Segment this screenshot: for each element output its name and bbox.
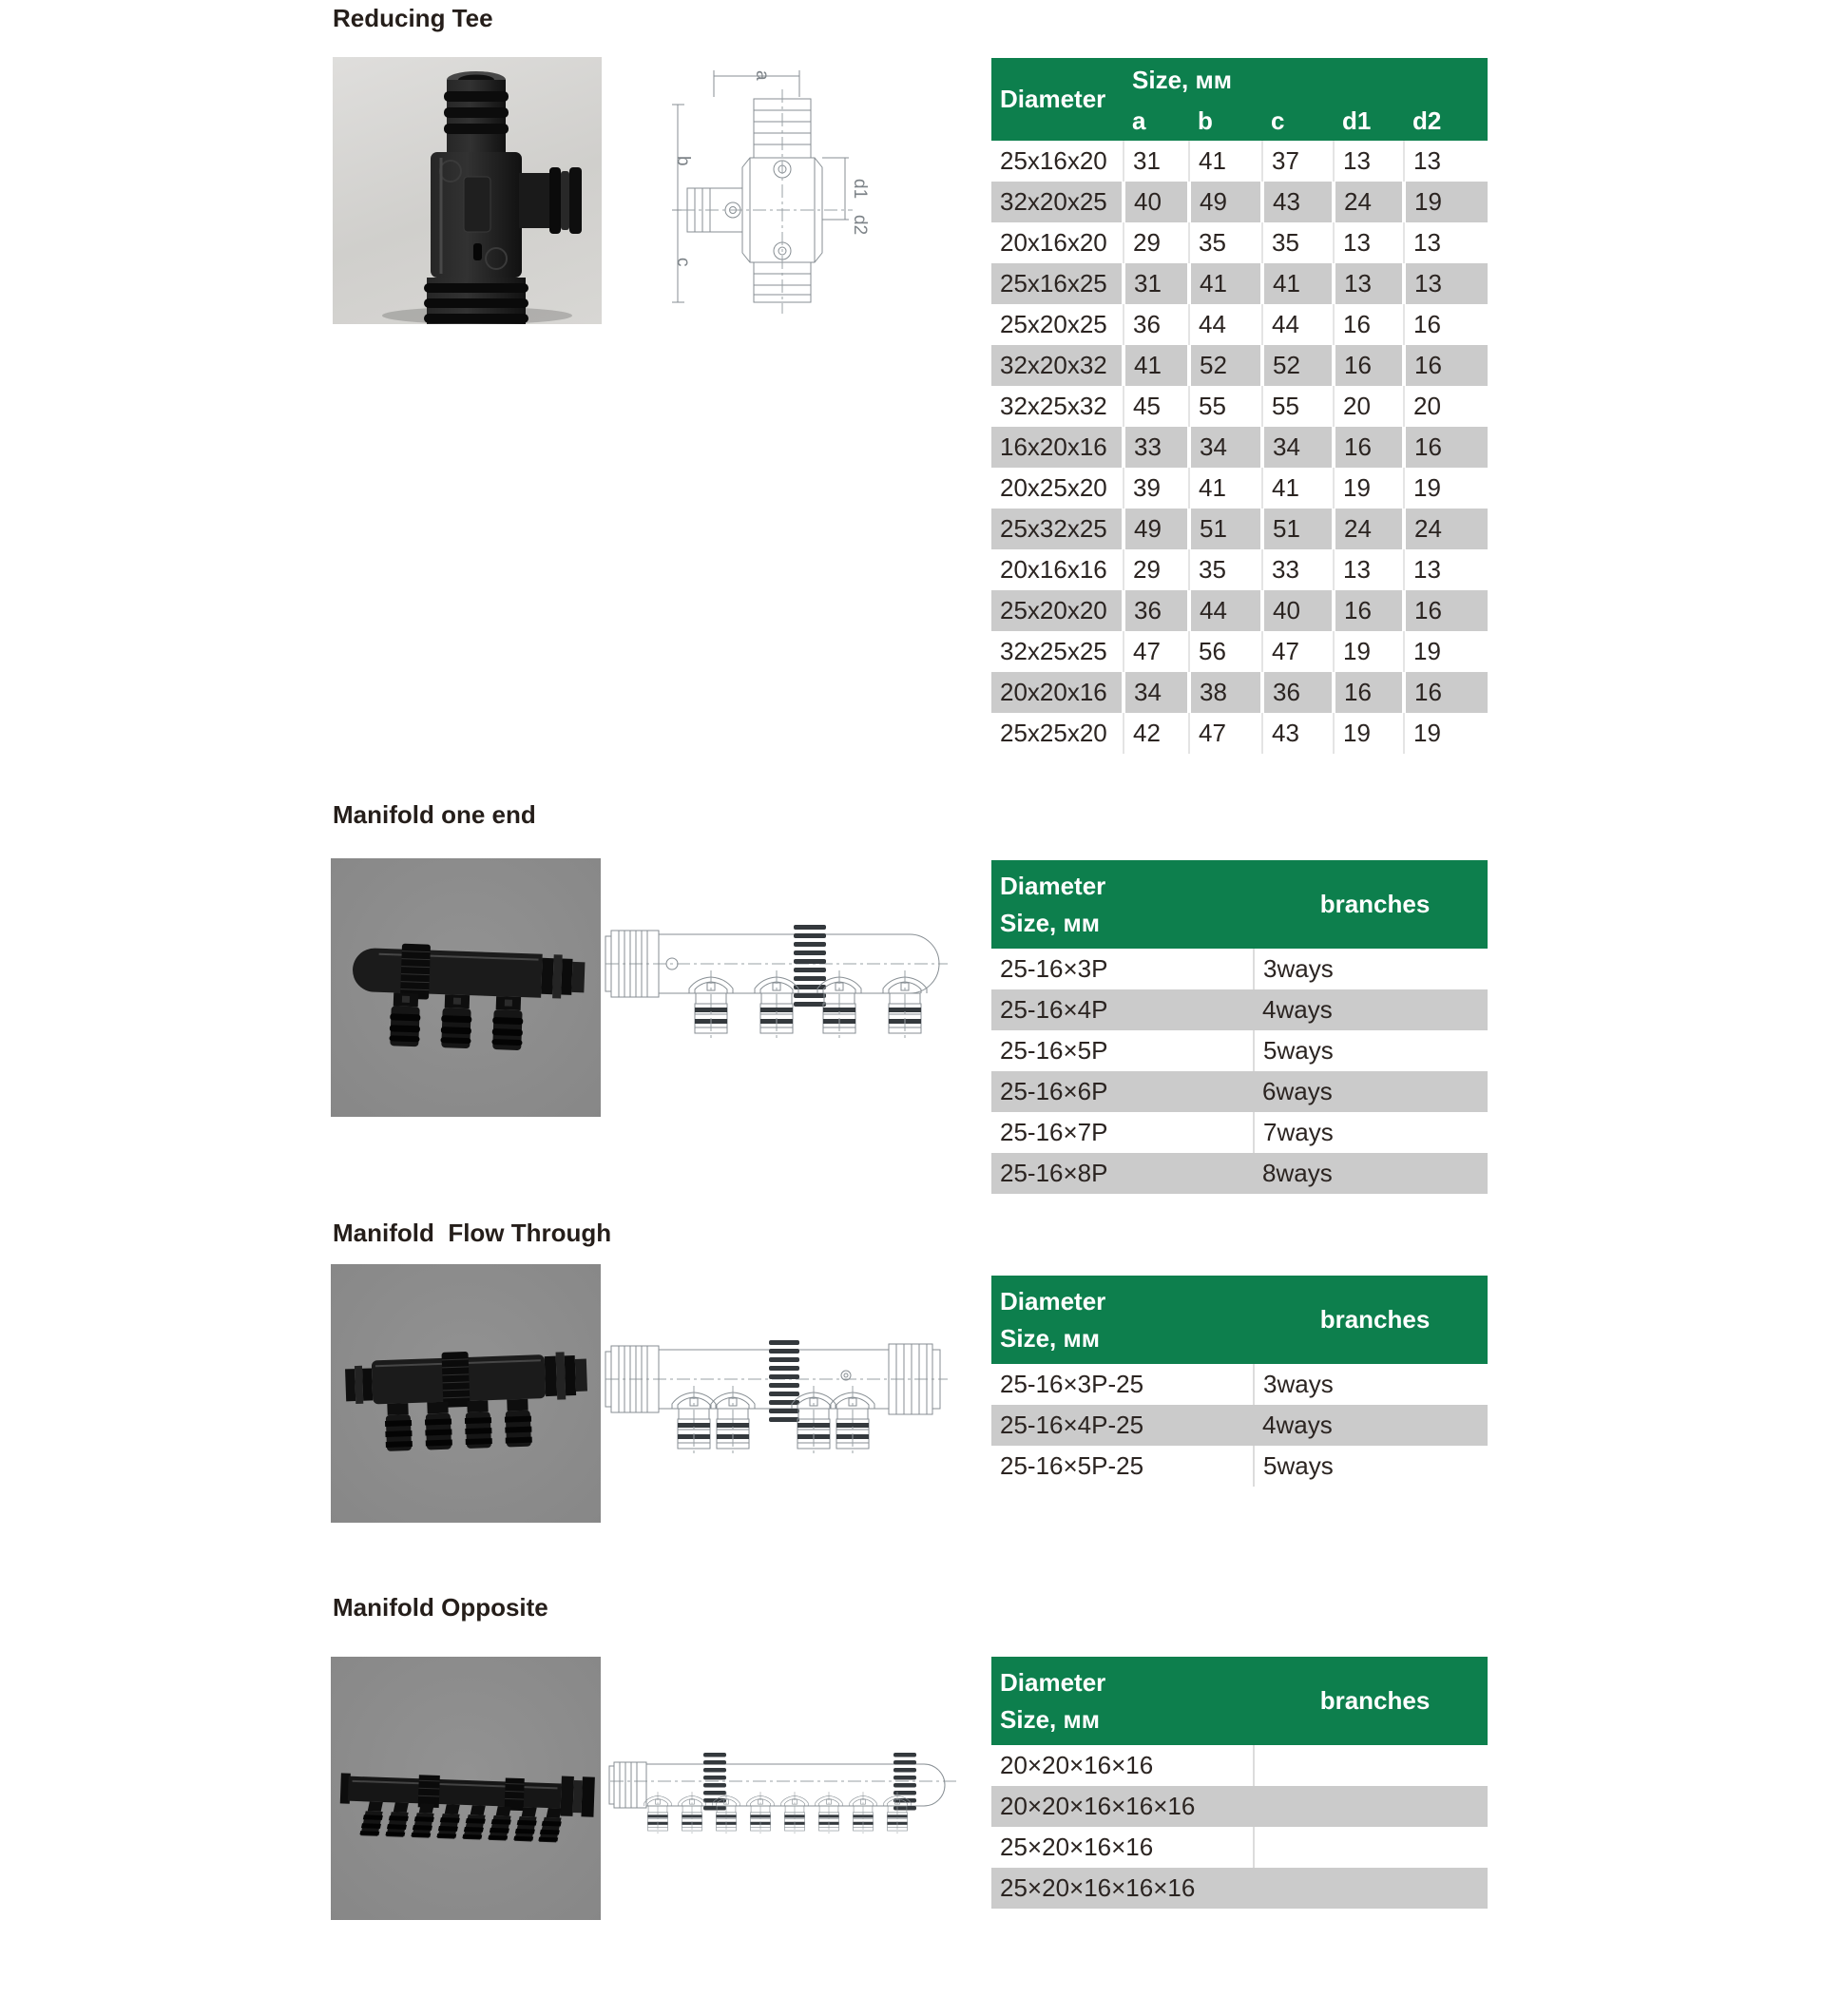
cell-size: 25-16×6P (991, 1071, 1254, 1112)
table-row (991, 672, 1488, 713)
cell-size: 25-16×4P (991, 989, 1254, 1030)
table-row (991, 182, 1488, 222)
cell-d2: 16 (1404, 590, 1488, 631)
cell-branches: 3ways (1254, 949, 1488, 989)
column-header-branches: branches (1254, 1657, 1488, 1745)
cell-c: 51 (1262, 509, 1334, 549)
table-row (991, 1364, 1488, 1405)
product-photo-reducing-tee (333, 57, 602, 324)
cell-size: 25-16×3P (991, 949, 1254, 989)
table-row (991, 468, 1488, 509)
header-line-size-mm: Size, мм (1000, 1323, 1100, 1353)
cell-b: 41 (1189, 141, 1262, 182)
header-line-size-mm: Size, мм (1000, 908, 1100, 937)
cell-a: 34 (1124, 672, 1189, 713)
cell-size: 25-16×5P (991, 1030, 1254, 1071)
dim-label-a: a (752, 70, 772, 81)
header-line-diameter: Diameter (1000, 1286, 1106, 1315)
cell-a: 33 (1124, 427, 1189, 468)
table-row (991, 1446, 1488, 1487)
table-row (991, 713, 1488, 754)
table-row (991, 345, 1488, 386)
table-row (991, 222, 1488, 263)
cell-diameter: 32x20x25 (991, 182, 1124, 222)
cell-d2: 24 (1404, 509, 1488, 549)
cell-a: 41 (1124, 345, 1189, 386)
cell-diameter: 20x25x20 (991, 468, 1124, 509)
cell-size: 25×20×16×16 (991, 1827, 1254, 1868)
header-line-diameter: Diameter (1000, 871, 1106, 900)
cell-size: 20×20×16×16 (991, 1745, 1254, 1786)
dim-label-d1: d1 (850, 179, 870, 200)
cell-c: 40 (1262, 590, 1334, 631)
cell-diameter: 25x25x20 (991, 713, 1124, 754)
cell-d2: 19 (1404, 631, 1488, 672)
cell-diameter: 25x16x20 (991, 141, 1124, 182)
cell-c: 52 (1262, 345, 1334, 386)
cell-c: 34 (1262, 427, 1334, 468)
cell-diameter: 25x32x25 (991, 509, 1124, 549)
cell-d1: 19 (1334, 631, 1404, 672)
column-header-diameter-size (991, 1657, 1254, 1745)
cell-b: 49 (1189, 182, 1262, 222)
cell-b: 35 (1189, 549, 1262, 590)
cell-branches: 6ways (1254, 1071, 1488, 1112)
section-title-reducing-tee: Reducing Tee (333, 4, 493, 32)
cell-c: 55 (1262, 386, 1334, 427)
cell-branches: 3ways (1254, 1364, 1488, 1405)
table-row (991, 1868, 1488, 1909)
table-row (991, 1153, 1488, 1194)
dim-label-d2: d2 (850, 215, 870, 236)
section-title-manifold-one-end: Manifold one end (333, 800, 536, 829)
cell-d1: 13 (1334, 222, 1404, 263)
technical-drawing-manifold-one-end (604, 906, 951, 1039)
table-row (991, 549, 1488, 590)
table-row (991, 304, 1488, 345)
column-header-diameter: Diameter (991, 58, 1124, 141)
cell-b: 52 (1189, 345, 1262, 386)
cell-c: 33 (1262, 549, 1334, 590)
cell-d1: 13 (1334, 263, 1404, 304)
column-header-diameter-size (991, 860, 1254, 949)
column-header-b: b (1189, 102, 1262, 141)
technical-drawing-reducing-tee (659, 63, 872, 321)
cell-d2: 20 (1404, 386, 1488, 427)
cell-d1: 20 (1334, 386, 1404, 427)
technical-drawing-manifold-opposite (608, 1736, 960, 1835)
cell-d2: 16 (1404, 304, 1488, 345)
cell-d1: 19 (1334, 713, 1404, 754)
cell-b: 38 (1189, 672, 1262, 713)
cell-d2: 16 (1404, 427, 1488, 468)
cell-c: 35 (1262, 222, 1334, 263)
cell-d1: 16 (1334, 590, 1404, 631)
column-header-diameter-size (991, 1276, 1254, 1364)
cell-diameter: 32x25x32 (991, 386, 1124, 427)
column-header-c: c (1262, 102, 1334, 141)
manifold-opposite-table (991, 1657, 1488, 1909)
cell-branches: 5ways (1254, 1446, 1488, 1487)
cell-d2: 13 (1404, 263, 1488, 304)
cell-size: 25-16×5P-25 (991, 1446, 1254, 1487)
cell-diameter: 25x16x25 (991, 263, 1124, 304)
cell-size: 25-16×7P (991, 1112, 1254, 1153)
cell-branches: 4ways (1254, 1405, 1488, 1446)
cell-d1: 16 (1334, 672, 1404, 713)
cell-d1: 16 (1334, 345, 1404, 386)
cell-a: 31 (1124, 141, 1189, 182)
cell-b: 35 (1189, 222, 1262, 263)
header-line-diameter: Diameter (1000, 1667, 1106, 1697)
cell-c: 41 (1262, 468, 1334, 509)
product-photo-manifold-flow-through (331, 1264, 601, 1523)
cell-b: 44 (1189, 590, 1262, 631)
cell-branches (1254, 1868, 1488, 1909)
cell-b: 44 (1189, 304, 1262, 345)
section-title-manifold-opposite: Manifold Opposite (333, 1593, 548, 1622)
manifold-flow-through-table (991, 1276, 1488, 1487)
cell-a: 29 (1124, 222, 1189, 263)
cell-branches (1254, 1745, 1488, 1786)
cell-c: 47 (1262, 631, 1334, 672)
cell-b: 47 (1189, 713, 1262, 754)
cell-branches: 8ways (1254, 1153, 1488, 1194)
table-row (991, 1745, 1488, 1786)
cell-branches: 7ways (1254, 1112, 1488, 1153)
table-row (991, 141, 1488, 182)
cell-size: 25×20×16×16×16 (991, 1868, 1254, 1909)
cell-d2: 16 (1404, 672, 1488, 713)
table-row (991, 631, 1488, 672)
cell-d2: 13 (1404, 222, 1488, 263)
column-header-branches: branches (1254, 1276, 1488, 1364)
cell-a: 45 (1124, 386, 1189, 427)
cell-a: 40 (1124, 182, 1189, 222)
cell-d1: 13 (1334, 549, 1404, 590)
cell-d1: 24 (1334, 509, 1404, 549)
cell-d1: 19 (1334, 468, 1404, 509)
cell-d1: 16 (1334, 427, 1404, 468)
table-row (991, 509, 1488, 549)
cell-b: 34 (1189, 427, 1262, 468)
cell-d1: 13 (1334, 141, 1404, 182)
cell-d2: 19 (1404, 468, 1488, 509)
manifold-one-end-table (991, 860, 1488, 1194)
cell-a: 31 (1124, 263, 1189, 304)
table-row (991, 590, 1488, 631)
cell-diameter: 25x20x20 (991, 590, 1124, 631)
table-row (991, 1112, 1488, 1153)
cell-d2: 16 (1404, 345, 1488, 386)
cell-diameter: 16x20x16 (991, 427, 1124, 468)
cell-d2: 13 (1404, 141, 1488, 182)
cell-d1: 24 (1334, 182, 1404, 222)
cell-c: 44 (1262, 304, 1334, 345)
cell-c: 41 (1262, 263, 1334, 304)
cell-b: 56 (1189, 631, 1262, 672)
cell-b: 41 (1189, 468, 1262, 509)
table-row (991, 1071, 1488, 1112)
cell-diameter: 20x16x20 (991, 222, 1124, 263)
section-title-manifold-flow-through: Manifold Flow Through (333, 1219, 612, 1247)
cell-c: 37 (1262, 141, 1334, 182)
reducing-tee-table (991, 58, 1488, 754)
header-line-size-mm: Size, мм (1000, 1704, 1100, 1734)
cell-branches: 5ways (1254, 1030, 1488, 1071)
column-header-branches: branches (1254, 860, 1488, 949)
cell-diameter: 32x20x32 (991, 345, 1124, 386)
cell-a: 42 (1124, 713, 1189, 754)
table-row (991, 1786, 1488, 1827)
cell-c: 36 (1262, 672, 1334, 713)
cell-a: 49 (1124, 509, 1189, 549)
cell-d2: 13 (1404, 549, 1488, 590)
table-row (991, 989, 1488, 1030)
cell-d1: 16 (1334, 304, 1404, 345)
cell-size: 25-16×4P-25 (991, 1405, 1254, 1446)
cell-diameter: 20x16x16 (991, 549, 1124, 590)
cell-size: 25-16×3P-25 (991, 1364, 1254, 1405)
product-photo-manifold-one-end (331, 858, 601, 1117)
cell-b: 55 (1189, 386, 1262, 427)
column-header-d1: d1 (1334, 102, 1404, 141)
table-row (991, 263, 1488, 304)
cell-diameter: 25x20x25 (991, 304, 1124, 345)
cell-a: 39 (1124, 468, 1189, 509)
cell-a: 47 (1124, 631, 1189, 672)
cell-b: 41 (1189, 263, 1262, 304)
dim-label-c: c (673, 258, 693, 267)
cell-b: 51 (1189, 509, 1262, 549)
cell-d2: 19 (1404, 713, 1488, 754)
table-row (991, 386, 1488, 427)
cell-branches (1254, 1786, 1488, 1827)
cell-a: 36 (1124, 590, 1189, 631)
cell-c: 43 (1262, 713, 1334, 754)
table-row (991, 1827, 1488, 1868)
cell-size: 25-16×8P (991, 1153, 1254, 1194)
cell-diameter: 32x25x25 (991, 631, 1124, 672)
cell-size: 20×20×16×16×16 (991, 1786, 1254, 1827)
cell-a: 29 (1124, 549, 1189, 590)
cell-branches (1254, 1827, 1488, 1868)
product-photo-manifold-opposite (331, 1657, 601, 1920)
table-row (991, 1405, 1488, 1446)
column-header-a: a (1124, 102, 1189, 141)
cell-diameter: 20x20x16 (991, 672, 1124, 713)
cell-c: 43 (1262, 182, 1334, 222)
cell-branches: 4ways (1254, 989, 1488, 1030)
cell-a: 36 (1124, 304, 1189, 345)
dim-label-b: b (673, 156, 693, 166)
table-row (991, 949, 1488, 989)
table-row (991, 1030, 1488, 1071)
cell-d2: 19 (1404, 182, 1488, 222)
table-row (991, 427, 1488, 468)
column-header-d2: d2 (1404, 102, 1488, 141)
column-header-size-mm: Size, мм (1124, 58, 1488, 102)
technical-drawing-manifold-flow-through (604, 1321, 951, 1454)
